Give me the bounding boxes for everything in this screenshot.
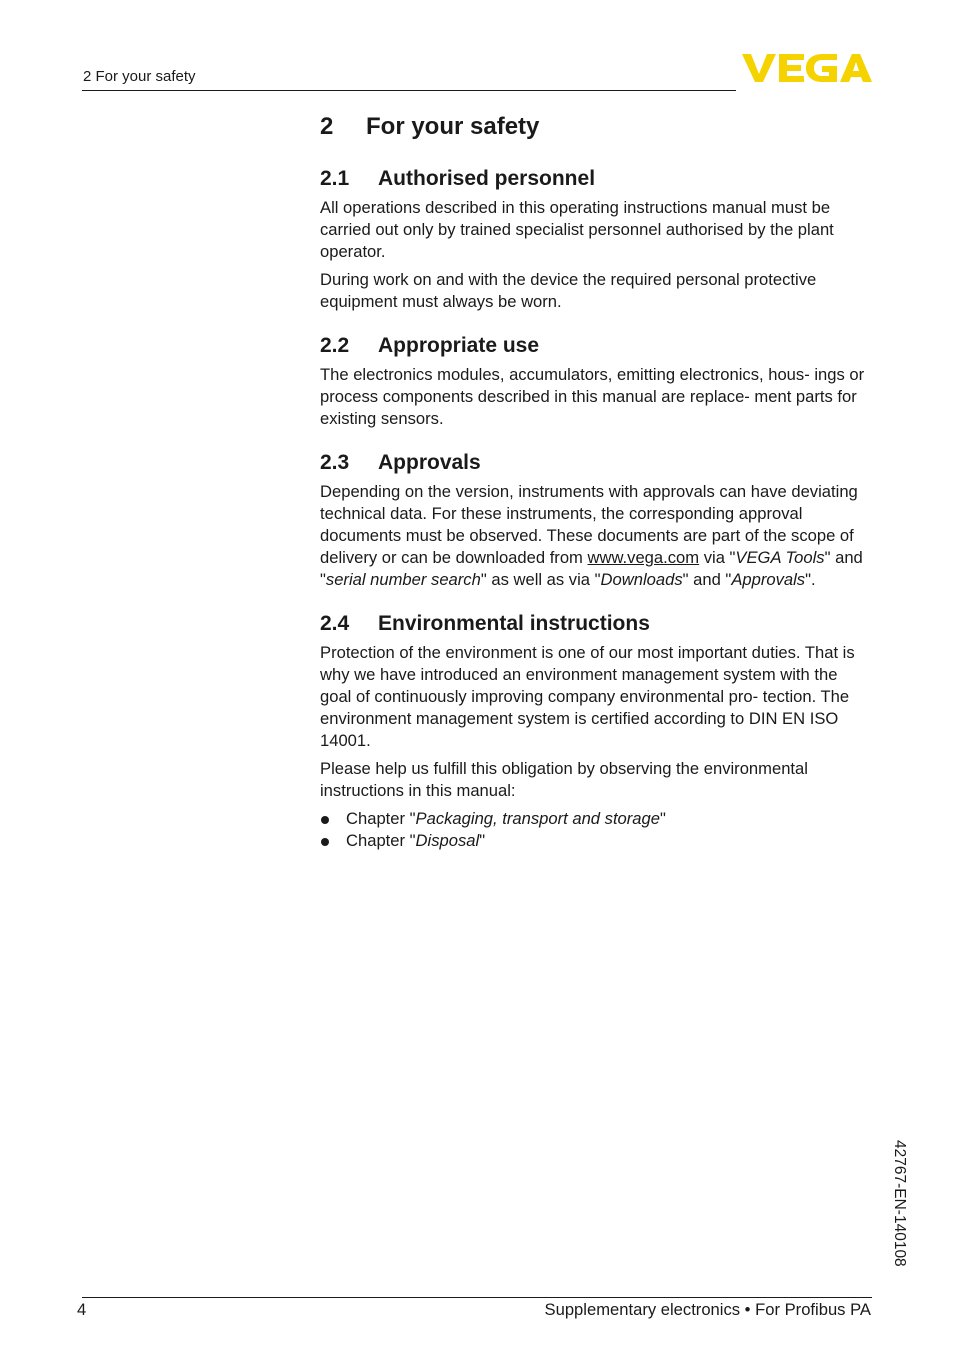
text-run: " and " — [320, 548, 863, 589]
footer-title: Supplementary electronics • For Profibus PA — [544, 1300, 871, 1319]
italic-term: serial number search — [325, 570, 481, 589]
section-heading — [320, 166, 872, 192]
document-id: 42767-EN-140108 — [891, 1140, 908, 1267]
italic-term: VEGA Tools — [735, 548, 825, 567]
text-run: " — [660, 809, 666, 828]
section-title: Authorised personnel — [378, 167, 596, 190]
main-content — [320, 112, 872, 872]
section-appropriate-use — [320, 333, 872, 430]
bullet-icon — [321, 816, 329, 824]
bullet-icon — [321, 838, 329, 846]
list-item — [320, 830, 872, 852]
paragraph: During work on and with the device the required personal protective equipment must always be worn. — [320, 270, 817, 311]
section-title: Appropriate use — [378, 334, 540, 357]
section-number: 2.2 — [320, 334, 350, 357]
section-heading — [320, 450, 872, 476]
chapter-number: 2 — [320, 113, 334, 140]
italic-term: Packaging, transport and storage — [415, 809, 660, 828]
section-heading — [320, 611, 872, 637]
chapter-heading — [320, 112, 872, 142]
section-environmental-instructions — [320, 611, 872, 852]
footer-divider — [82, 1297, 872, 1298]
running-header: 2 For your safety — [83, 68, 196, 85]
section-heading — [320, 333, 872, 359]
section-title: Approvals — [378, 451, 481, 474]
section-authorised-personnel — [320, 166, 872, 313]
section-approvals — [320, 450, 872, 591]
paragraph: The electronics modules, accumulators, emitting electronics, hous- ings or process components described in this manual are replace- ment parts for existing sensors. — [320, 365, 865, 428]
paragraph: Protection of the environment is one of our most important duties. That is why we have introduced an environment management system with the goal of continuously improving company environmental pro- tection. The environment management system is certified according to DIN EN ISO 14001. — [320, 643, 855, 750]
page-number: 4 — [77, 1300, 87, 1319]
text-run: Chapter " — [346, 809, 416, 828]
bullet-list — [320, 808, 872, 852]
text-run: Chapter " — [346, 831, 416, 850]
paragraph: All operations described in this operating instructions manual must be carried out only by trained specialist personnel authorised by the plant operator. — [320, 198, 834, 261]
text-run: " — [479, 831, 486, 850]
vega-website-link[interactable]: www.vega.com — [587, 548, 700, 567]
italic-term: Approvals — [731, 570, 806, 589]
section-number: 2.1 — [320, 167, 350, 190]
text-run: " as well as via " — [480, 570, 601, 589]
text-run: ". — [805, 570, 816, 589]
vega-logo — [742, 52, 872, 84]
text-run: via " — [699, 548, 736, 567]
italic-term: Downloads — [600, 570, 683, 589]
italic-term: Disposal — [415, 831, 480, 850]
header-divider — [82, 90, 736, 91]
chapter-title: For your safety — [366, 113, 540, 140]
text-run: " and " — [682, 570, 732, 589]
text-run: Depending on the version, instruments with approvals can have deviating technical data. For these instruments, the corresponding approval documents must be observed. These documents are part of the scope of delivery or can be downloaded from — [320, 482, 858, 567]
section-title: Environmental instructions — [378, 612, 650, 635]
paragraph: Please help us fulfill this obligation by observing the environmental instructions in this manual: — [320, 759, 808, 800]
section-number: 2.3 — [320, 451, 350, 474]
section-number: 2.4 — [320, 612, 350, 635]
list-item — [320, 808, 872, 830]
paragraph — [320, 481, 872, 591]
